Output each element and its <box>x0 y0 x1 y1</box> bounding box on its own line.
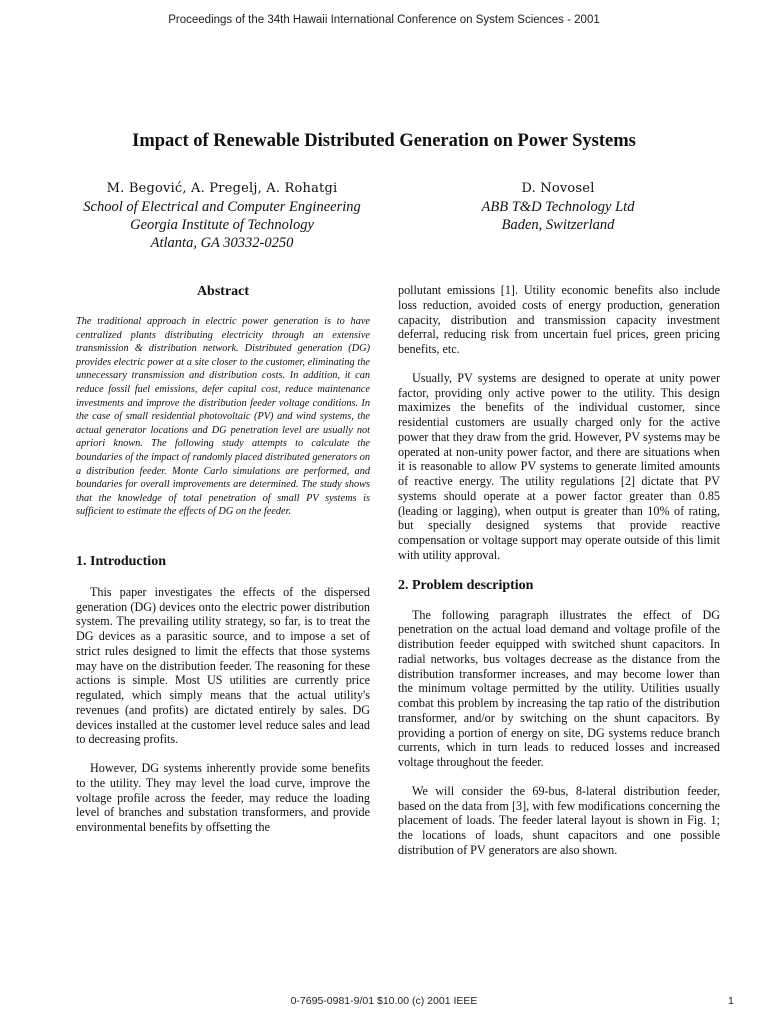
author-names-left: M. Begović, A. Pregelj, A. Rohatgi <box>106 181 338 196</box>
running-header: Proceedings of the 34th Hawaii International Conference on System Sciences - 2001 <box>168 14 600 26</box>
paragraph-feeder: We will consider the 69-bus, 8-lateral distribution feeder, based on the data from [3], with few modifications concerning the placement of loads. The feeder lateral layout is shown in Fig. 1; the locations of loads, shunt capacitors and one possible distribution of PV generators are also shown. <box>398 783 720 857</box>
affiliation-address: Atlanta, GA 30332-0250 <box>150 235 294 251</box>
paragraph-problem: The following paragraph illustrates the effect of DG penetration on the actual load demand and voltage profile of the distribution feeder equipped with switched shunt capacitors. In radial networks, bus voltages decrease as the distance from the distribution transformer increases, and may become lower than the minimum voltage permitted by the utility. Utilities usually combat this problem by increasing the tap ratio of the distribution transformer, and/or by switching on the shunt capacitors. By providing a portion of energy on site, DG systems reduce branch currents, which in turn leads to reduced losses and increased voltage throughout the feeder. <box>398 607 720 769</box>
affiliation-institute: Georgia Institute of Technology <box>130 217 314 233</box>
right-column <box>398 283 720 858</box>
intro-paragraph-2: However, DG systems inherently provide some benefits to the utility. They may level the load curve, improve the voltage profile across the feeder, may reduce the loading level of branches and substation transformers, and provide environmental benefits by offsetting the <box>76 761 370 835</box>
affiliation-company: ABB T&D Technology Ltd <box>481 199 635 215</box>
affiliation-school: School of Electrical and Computer Engineering <box>83 199 361 215</box>
author-names-right: D. Novosel <box>521 181 595 196</box>
page-number: 1 <box>728 995 734 1007</box>
author-block-right <box>398 180 718 234</box>
abstract-heading: Abstract <box>196 284 250 299</box>
paper-title: Impact of Renewable Distributed Generation on Power Systems <box>132 131 636 151</box>
paragraph-pv-systems: Usually, PV systems are designed to operate at unity power factor, providing only active power to the utility. This design maximizes the benefits of the individual customer, since residential customers are usually charged only for the active power that they draw from the grid. However, PV systems may be operated at non-unity power factor, and there are situations when it is reasonable to allow PV systems to generate limited amounts of reactive energy. The utility regulations [2] dictate that PV systems should operate at a power factor greater than 0.85 (leading or lagging), when output is greater than 10% of rating, but specially designed systems that provide reactive compensation or voltage support may operate outside of this limit with utility approval. <box>398 370 720 562</box>
section-heading-problem-description: 2. Problem description <box>398 577 534 593</box>
affiliation-location: Baden, Switzerland <box>501 217 615 233</box>
abstract-text: The traditional approach in electric power generation is to have centralized plants distributing electricity through an extensive transmission & distribution network. Distributed generation (DG) provides electric power at a site closer to the customer, eliminating the unnecessary transmission and distribution costs. In addition, it can reduce fossil fuel emissions, defer capital cost, reduce maintenance investments and improve the distribution feeder voltage conditions. In the case of small residential photovoltaic (PV) and wind systems, the actual generator locations and DG penetration level are usually not apriori known. The following study attempts to calculate the boundaries of the impact of randomly placed distributed generators on a distribution feeder. Monte Carlo simulations are performed, and boundaries for overall improvements are determined. The study shows that the knowledge of total penetration of small PV systems is sufficient to estimate the effects of DG on the feeder. <box>76 316 370 518</box>
section-heading-introduction: 1. Introduction <box>76 553 166 569</box>
paragraph-benefits-continued: pollutant emissions [1]. Utility economic benefits also include loss reduction, avoided costs of energy production, generation capacity, distribution and transmission capacity investment deferral, reducing risk from uncertain fuel prices, green pricing benefits, etc. <box>398 283 720 356</box>
author-block-left <box>64 180 380 252</box>
footer-copyright: 0-7695-0981-9/01 $10.00 (c) 2001 IEEE <box>290 995 478 1007</box>
intro-paragraph-1: This paper investigates the effects of the dispersed generation (DG) devices onto the electric power distribution system. The prevailing utility strategy, so far, is to treat the DG devices as a parasitic source, and to impose a set of strict rules designed to limit the effects that those systems may have on the distribution feeder. The reasoning for these actions is simple. Most US utilities are currently price regulated, which simply means that the actual utility's revenues (and profits) are dictated entirely by sales. DG devices installed at the customer level reduce sales and lead to decreasing profits. <box>76 584 370 747</box>
left-column <box>76 283 370 835</box>
